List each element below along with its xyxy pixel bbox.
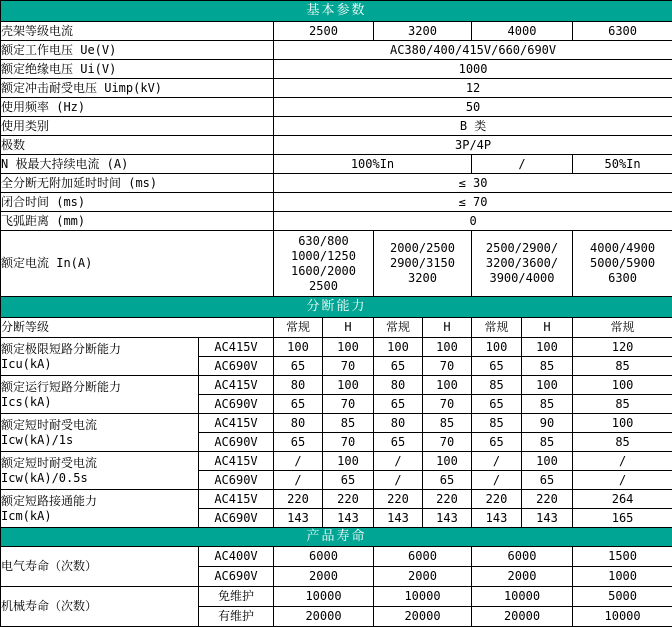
cell-value: 100 [423,452,472,471]
row-label: 使用类别 [1,117,274,136]
cell-value: 70 [423,433,472,452]
cell-value: 0 [274,212,672,231]
cell-value: 12 [274,79,672,98]
section-title-breaking: 分断能力 [1,297,672,318]
row-label: 额定绝缘电压 Ui(V) [1,60,274,79]
cell-value: 85 [522,433,573,452]
cell-value: 85 [522,357,573,376]
row-label-line1: 额定运行短路分断能力 [1,380,198,395]
cell-value: 100 [423,376,472,395]
section-header-breaking [1,297,672,318]
cell-value: 10000 [573,607,672,627]
sub-label: AC415V [199,376,274,395]
cell-value: / [274,471,323,490]
row-label: 使用频率 (Hz) [1,98,274,117]
value-line: 3200 [374,271,471,286]
cell-value: 1000 [573,567,672,587]
table-row-icw05s-415 [1,452,672,471]
column-header: 常规 [573,318,672,338]
cell-value: 2000 [472,567,573,587]
sub-label: AC400V [199,547,274,567]
cell-value: 100 [472,338,522,357]
cell-value: 6000 [274,547,374,567]
sub-label: AC415V [199,490,274,509]
cell-value: 100 [274,338,323,357]
cell-value: 20000 [472,607,573,627]
value-line: 4000/4900 [573,241,672,256]
table-row-arc-distance [1,212,672,231]
cell-value [573,231,672,297]
cell-value: 6000 [374,547,472,567]
column-header: 常规 [374,318,423,338]
row-label-line2: Icm(kA) [1,509,198,524]
cell-value: 10000 [472,587,573,607]
cell-value: 85 [522,395,573,414]
cell-value: 80 [374,414,423,433]
table-row-poles [1,136,672,155]
cell-value: 65 [323,471,374,490]
cell-value: 120 [573,338,672,357]
cell-value: 80 [274,376,323,395]
cell-value: / [573,452,672,471]
cell-value: 220 [472,490,522,509]
row-label: N 极最大持续电流 (A) [1,155,274,174]
cell-value: 85 [573,395,672,414]
row-label: 飞弧距离 (mm) [1,212,274,231]
cell-value: 143 [323,509,374,528]
cell-value: 65 [374,433,423,452]
cell-value: 85 [472,414,522,433]
row-label-line1: 额定极限短路分断能力 [1,342,198,357]
cell-value: 100 [374,338,423,357]
sub-label: 免维护 [199,587,274,607]
sub-label: AC690V [199,509,274,528]
row-label-line1: 额定短时耐受电流 [1,456,198,471]
cell-value: / [472,155,573,174]
cell-value: 85 [472,376,522,395]
cell-value [472,231,573,297]
row-label: 全分断无附加延时时间 (ms) [1,174,274,193]
row-label [1,414,199,452]
cell-value: 1000 [274,60,672,79]
sub-label: AC690V [199,357,274,376]
row-label: 机械寿命（次数） [1,587,199,627]
cell-value: 220 [323,490,374,509]
cell-value: / [472,452,522,471]
sub-label: AC690V [199,471,274,490]
cell-value: 65 [472,357,522,376]
table-row-n-pole [1,155,672,174]
value-line: 1000/1250 [274,249,373,264]
cell-value: 50%In [573,155,672,174]
cell-value: 70 [423,357,472,376]
section-header-basic [1,1,672,22]
cell-value: 65 [374,395,423,414]
row-label-line2: Icw(kA)/0.5s [1,471,198,486]
cell-value: 100 [522,338,573,357]
cell-value: / [374,452,423,471]
sub-label: AC690V [199,567,274,587]
cell-value: 220 [274,490,323,509]
table-row-category [1,117,672,136]
table-row-icm-415 [1,490,672,509]
cell-value: 165 [573,509,672,528]
cell-value: / [573,471,672,490]
cell-value: 100 [323,376,374,395]
cell-value: 65 [522,471,573,490]
row-label [1,452,199,490]
cell-value: 6300 [573,22,672,41]
table-row-close-time [1,193,672,212]
cell-value: 1500 [573,547,672,567]
cell-value: 143 [472,509,522,528]
row-label: 额定电流 In(A) [1,231,274,297]
row-label-line1: 额定短路接通能力 [1,494,198,509]
cell-value: ≤ 30 [274,174,672,193]
cell-value: 10000 [274,587,374,607]
cell-value: 100 [522,452,573,471]
table-row-ui [1,60,672,79]
cell-value: B 类 [274,117,672,136]
cell-value: 100 [573,376,672,395]
cell-value [274,231,374,297]
table-row-frame-current [1,22,672,41]
cell-value: 65 [274,395,323,414]
cell-value: 65 [472,433,522,452]
table-row-electrical-life-400 [1,547,672,567]
cell-value: 143 [274,509,323,528]
cell-value: 100 [522,376,573,395]
table-row-ics-415 [1,376,672,395]
row-label-line2: Icu(kA) [1,357,198,372]
row-label: 额定冲击耐受电压 Uimp(kV) [1,79,274,98]
cell-value: 85 [323,414,374,433]
value-line: 630/800 [274,234,373,249]
cell-value: 65 [423,471,472,490]
row-label: 极数 [1,136,274,155]
cell-value: / [472,471,522,490]
table-row-mechanical-life-maintfree [1,587,672,607]
cell-value: ≤ 70 [274,193,672,212]
cell-value: 5000 [573,587,672,607]
table-row-rated-current [1,231,672,297]
row-label: 分断等级 [1,318,274,338]
section-title-life: 产品寿命 [1,528,672,547]
column-header: H [323,318,374,338]
sub-label: AC690V [199,395,274,414]
column-header: H [522,318,573,338]
cell-value: 100 [323,338,374,357]
cell-value: 80 [274,414,323,433]
sub-label: AC415V [199,452,274,471]
cell-value: 2000 [374,567,472,587]
cell-value: 10000 [374,587,472,607]
cell-value: 20000 [374,607,472,627]
cell-value: 4000 [472,22,573,41]
cell-value: 65 [374,357,423,376]
cell-value: 70 [323,433,374,452]
cell-value: 143 [423,509,472,528]
cell-value: 2000 [274,567,374,587]
table-row-breaking-grade [1,318,672,338]
cell-value: 220 [374,490,423,509]
sub-label: AC415V [199,414,274,433]
table-row-break-time [1,174,672,193]
section-title-basic: 基本参数 [1,1,672,22]
cell-value: 100 [323,452,374,471]
row-label: 闭合时间 (ms) [1,193,274,212]
cell-value: 100%In [274,155,472,174]
table-row-frequency [1,98,672,117]
cell-value: 85 [573,433,672,452]
row-label [1,376,199,414]
cell-value: 143 [522,509,573,528]
section-header-life [1,528,672,547]
cell-value: 65 [274,357,323,376]
column-header: H [423,318,472,338]
cell-value: 3P/4P [274,136,672,155]
cell-value: 80 [374,376,423,395]
table-row-ue [1,41,672,60]
row-label [1,338,199,376]
value-line: 1600/2000 [274,264,373,279]
table-row-icw1s-415 [1,414,672,433]
cell-value: 65 [472,395,522,414]
row-label-line2: Icw(kA)/1s [1,433,198,448]
value-line: 2000/2500 [374,241,471,256]
row-label [1,490,199,528]
sub-label: AC415V [199,338,274,357]
cell-value: 3200 [374,22,472,41]
cell-value: 20000 [274,607,374,627]
row-label-line1: 额定短时耐受电流 [1,418,198,433]
column-header: 常规 [472,318,522,338]
cell-value: 70 [423,395,472,414]
value-line: 3900/4000 [472,271,572,286]
cell-value: AC380/400/415V/660/690V [274,41,672,60]
value-line: 2500/2900/ [472,241,572,256]
column-header: 常规 [274,318,323,338]
sub-label: AC690V [199,433,274,452]
cell-value: 70 [323,395,374,414]
row-label-line2: Ics(kA) [1,395,198,410]
table-row-icu-415 [1,338,672,357]
cell-value: 90 [522,414,573,433]
cell-value: 143 [374,509,423,528]
table-row-uimp [1,79,672,98]
cell-value: 70 [323,357,374,376]
cell-value: 100 [573,414,672,433]
row-label: 壳架等级电流 [1,22,274,41]
cell-value: 264 [573,490,672,509]
value-line: 5000/5900 [573,256,672,271]
cell-value: 2500 [274,22,374,41]
row-label: 额定工作电压 Ue(V) [1,41,274,60]
cell-value: 65 [274,433,323,452]
cell-value: 100 [423,338,472,357]
value-line: 2500 [274,279,373,294]
cell-value: 85 [573,357,672,376]
value-line: 2900/3150 [374,256,471,271]
cell-value: 220 [522,490,573,509]
cell-value: 85 [423,414,472,433]
cell-value [374,231,472,297]
cell-value: 6000 [472,547,573,567]
cell-value: 50 [274,98,672,117]
sub-label: 有维护 [199,607,274,627]
value-line: 3200/3600/ [472,256,572,271]
cell-value: / [274,452,323,471]
cell-value: 220 [423,490,472,509]
cell-value: / [374,471,423,490]
value-line: 6300 [573,271,672,286]
row-label: 电气寿命（次数） [1,547,199,587]
